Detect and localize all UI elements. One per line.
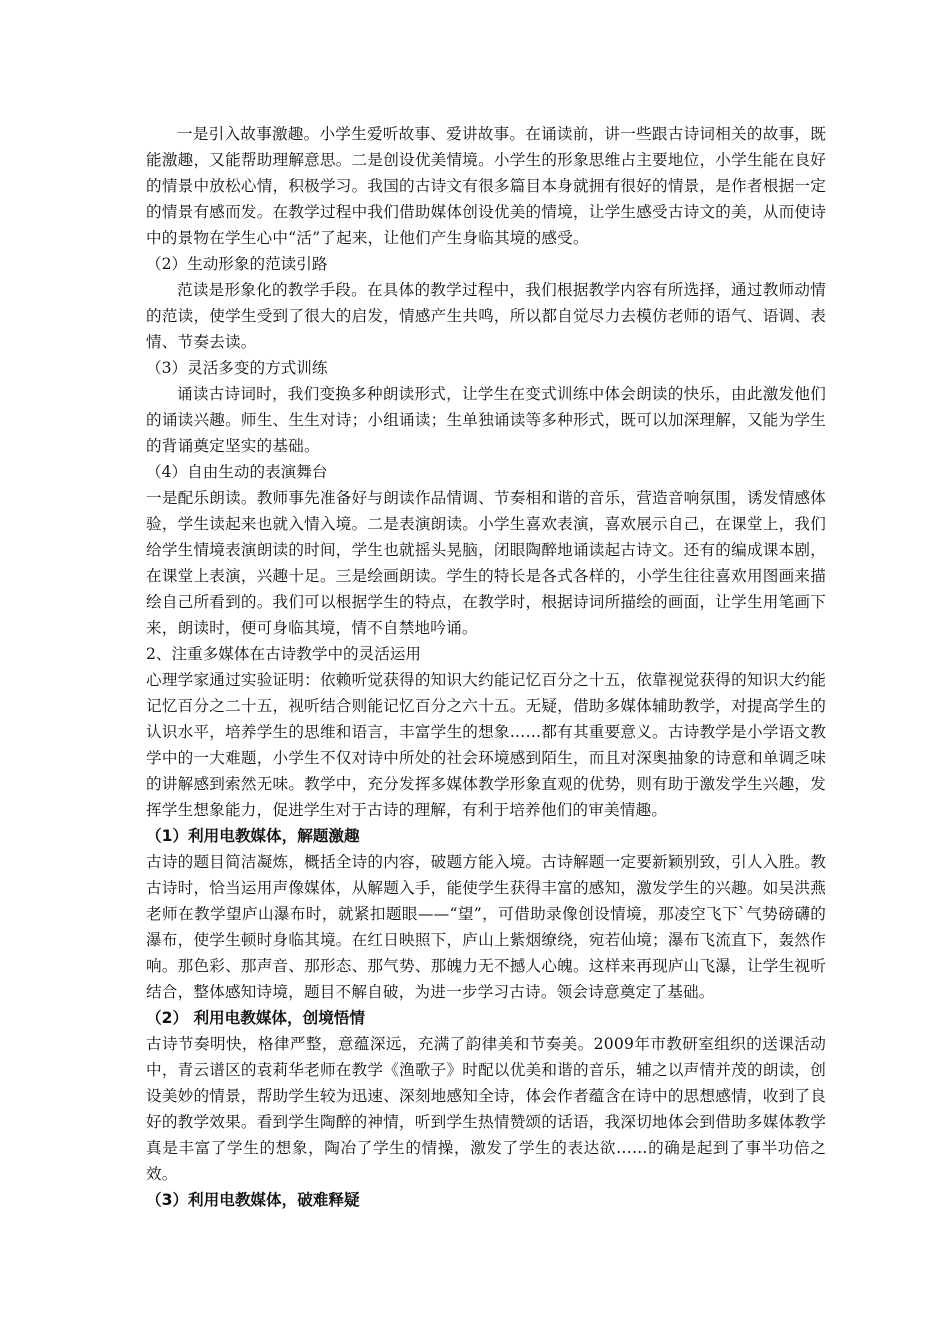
- paragraph-flexible-training: 诵读古诗词时，我们变换多种朗读形式，让学生在变式训练中体会朗读的快乐，由此激发他们的诵读兴趣。师生、生生对诗；小组诵读；生单独诵读等多种形式，既可以加深理解，又能为学生的背诵奠定坚实的基础。: [146, 385, 826, 455]
- heading-flexible-training: （3）灵活多变的方式训练: [146, 359, 328, 377]
- paragraph-model-reading: 范读是形象化的教学手段。在具体的教学过程中，我们根据教学内容有所选择，通过教师动情的范读，使学生受到了很大的启发，情感产生共鸣，所以都自觉尽力去模仿老师的语气、语调、表情、节奏去读。: [146, 281, 826, 351]
- document-page: [146, 121, 826, 1213]
- paragraph-title-interest: 古诗的题目简洁凝炼，概括全诗的内容，破题方能入境。古诗解题一定要新颖别致，引人入胜。教古诗时，恰当运用声像媒体，从解题入手，能使学生获得丰富的感知，激发学生的兴趣。如吴洪燕老师在教学望庐山瀑布时，就紧扣题眼——“望”，可借助录像创设情境，那凌空飞下`气势磅礴的瀑布，使学生顿时身临其境。在红日映照下，庐山上紫烟缭绕，宛若仙境；瀑布飞流直下，轰然作响。那色彩、那声音、那形态、那气势、那魄力无不撼人心魄。这样来再现庐山飞瀑，让学生视听结合，整体感知诗境，题目不解自破，为进一步学习古诗。领会诗意奠定了基础。: [146, 853, 826, 1001]
- heading-solve-difficulty: （3）利用电教媒体，破难释疑: [146, 1191, 360, 1209]
- heading-create-scene: （2） 利用电教媒体，创境悟情: [146, 1009, 365, 1027]
- paragraph-create-scene: 古诗节奏明快，格律严整，意蕴深远，充满了韵律美和节奏美。2009年市教研室组织的送课活动中，青云谱区的袁莉华老师在教学《渔歌子》时配以优美和谐的音乐，辅之以声情并茂的朗读，创设美妙的情景，帮助学生较为迅速、深刻地感知全诗，体会作者蕴含在诗中的思想感情，收到了良好的教学效果。看到学生陶醉的神情，听到学生热情赞颂的话语，我深切地体会到借助多媒体教学真是丰富了学生的想象，陶冶了学生的情操，激发了学生的表达欲……的确是起到了事半功倍之效。: [146, 1035, 826, 1183]
- paragraph-multimedia: 心理学家通过实验证明：依赖听觉获得的知识大约能记忆百分之十五，依靠视觉获得的知识大约能记忆百分之二十五，视听结合则能记忆百分之六十五。无疑，借助多媒体辅助教学，对提高学生的认识水平，培养学生的思维和语言，丰富学生的想象……都有其重要意义。古诗教学是小学语文教学中的一大难题，小学生不仅对诗中所处的社会环境感到陌生，而且对深奥抽象的诗意和单调乏味的讲解感到索然无味。教学中，充分发挥多媒体教学形象直观的优势，则有助于激发学生兴趣，发挥学生想象能力，促进学生对于古诗的理解，有利于培养他们的审美情趣。: [146, 671, 826, 819]
- heading-multimedia: 2、注重多媒体在古诗教学中的灵活运用: [146, 645, 422, 663]
- heading-model-reading: （2）生动形象的范读引路: [146, 255, 328, 273]
- heading-title-interest: （1）利用电教媒体，解题激趣: [146, 827, 360, 845]
- paragraph-performance-stage: 一是配乐朗读。教师事先准备好与朗读作品情调、节奏相和谐的音乐，营造音响氛围，诱发情感体验，学生读起来也就入情入境。二是表演朗读。小学生喜欢表演，喜欢展示自己，在课堂上，我们给学生情境表演朗读的时间，学生也就摇头晃脑，闭眼陶醉地诵读起古诗文。还有的编成课本剧，在课堂上表演，兴趣十足。三是绘画朗读。学生的特长是各式各样的，小学生往往喜欢用图画来描绘自己所看到的。我们可以根据学生的特点，在教学时，根据诗词所描绘的画面，让学生用笔画下来，朗读时，便可身临其境，情不自禁地吟诵。: [146, 489, 826, 637]
- paragraph-story-interest: 一是引入故事激趣。小学生爱听故事、爱讲故事。在诵读前，讲一些跟古诗词相关的故事，既能激趣，又能帮助理解意思。二是创设优美情境。小学生的形象思维占主要地位，小学生能在良好的情景中放松心情，积极学习。我国的古诗文有很多篇目本身就拥有很好的情景，是作者根据一定的情景有感而发。在教学过程中我们借助媒体创设优美的情境，让学生感受古诗文的美，从而使诗中的景物在学生心中“活”了起来，让他们产生身临其境的感受。: [146, 125, 826, 247]
- heading-performance-stage: （4）自由生动的表演舞台: [146, 463, 328, 481]
